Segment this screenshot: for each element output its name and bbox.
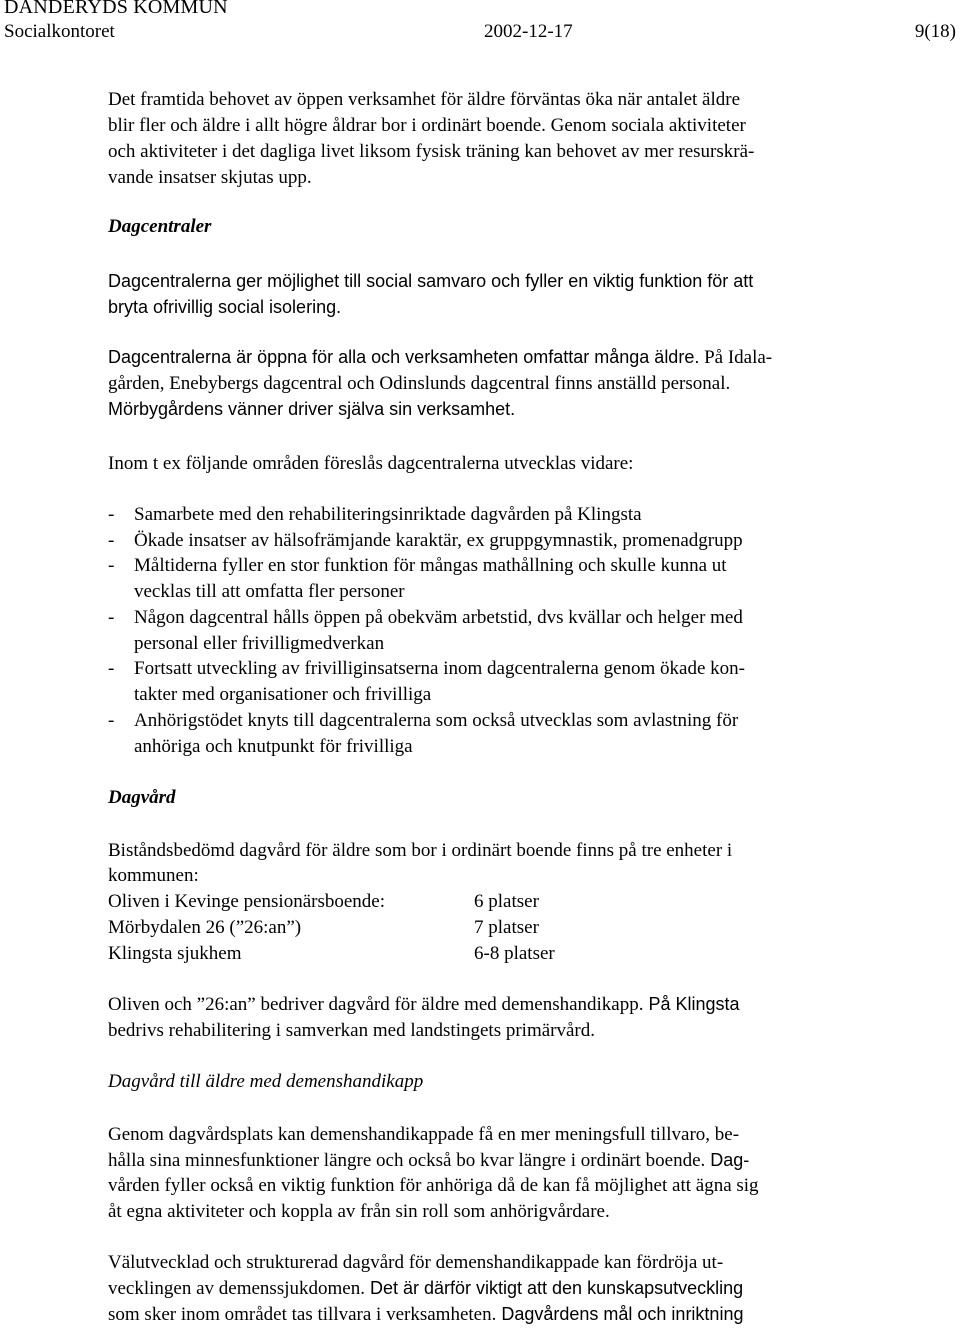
list-item-continuation: vecklas till att omfatta fler personer — [134, 581, 405, 602]
text-run: Dag- — [705, 1150, 750, 1170]
unit-places: 6 platser — [474, 891, 539, 912]
list-dash: - — [108, 530, 115, 551]
page-number: 9(18) — [914, 21, 956, 42]
text-line: Mörbygårdens vänner driver själva sin verksamhet. — [108, 399, 516, 419]
text-run: som sker inom området tas tillvara i verksamheten. — [108, 1304, 497, 1325]
unit-name: Mörbydalen 26 (”26:an”) — [108, 917, 302, 938]
text-run: Det är därför viktigt att den kunskapsutveckling — [364, 1278, 744, 1298]
text-line: vården fyller också en viktig funktion för anhöriga då de kan få möjlighet att ägna sig — [108, 1175, 759, 1196]
list-dash: - — [108, 658, 115, 679]
text-line: Genom dagvårdsplats kan demenshandikappade få en mer meningsfull tillvaro, be- — [108, 1124, 740, 1145]
text-line — [108, 1278, 743, 1300]
text-run: Dagvårdens mål och inriktning — [496, 1304, 744, 1324]
text-line: vande insatser skjutas upp. — [108, 167, 312, 188]
unit-places: 7 platser — [474, 917, 539, 938]
text-line: Dagcentralerna ger möjlighet till social samvaro och fyller en viktig funktion för att — [108, 271, 754, 291]
unit-places: 6-8 platser — [474, 943, 555, 964]
text-line — [108, 347, 772, 369]
list-item: Fortsatt utveckling av frivilliginsatserna inom dagcentralerna genom ökade kon- — [134, 658, 745, 679]
text-line: och aktiviteter i det dagliga livet liksom fysisk träning kan behovet av mer resurskrä- — [108, 141, 755, 162]
list-item: Anhörigstödet knyts till dagcentralerna som också utvecklas som avlastning för — [134, 710, 739, 731]
text-line: Biståndsbedömd dagvård för äldre som bor i ordinärt boende finns på tre enheter i — [108, 840, 733, 861]
list-intro: Inom t ex följande områden föreslås dagcentralerna utvecklas vidare: — [108, 453, 634, 474]
text-line: åt egna aktiviteter och koppla av från sin roll som anhörigvårdare. — [108, 1201, 610, 1222]
list-dash: - — [108, 555, 115, 576]
document-date: 2002-12-17 — [484, 21, 573, 42]
section-heading-dagcentraler: Dagcentraler — [108, 216, 212, 237]
unit-name: Klingsta sjukhem — [108, 943, 242, 964]
text-line — [108, 1304, 743, 1326]
list-item-continuation: personal eller frivilligmedverkan — [134, 633, 385, 654]
text-run: hålla sina minnesfunktioner längre och också bo kvar längre i ordinärt boende. — [108, 1150, 706, 1171]
organization-name: DANDERYDS KOMMUN — [4, 0, 228, 18]
section-heading-demens: Dagvård till äldre med demenshandikapp — [108, 1071, 424, 1092]
unit-name: Oliven i Kevinge pensionärsboende: — [108, 891, 386, 912]
list-dash: - — [108, 607, 115, 628]
department-name: Socialkontoret — [4, 21, 115, 42]
text-line: gården, Enebybergs dagcentral och Odinslunds dagcentral finns anställd personal. — [108, 373, 731, 394]
list-item-continuation: takter med organisationer och frivilliga — [134, 684, 432, 705]
text-line: blir fler och äldre i allt högre åldrar bor i ordinärt boende. Genom sociala aktiviteter — [108, 115, 746, 136]
list-dash: - — [108, 710, 115, 731]
list-item: Måltiderna fyller en stor funktion för mångas mathållning och skulle kunna ut — [134, 555, 727, 576]
list-item: Ökade insatser av hälsofrämjande karaktär, ex gruppgymnastik, promenadgrupp — [134, 530, 743, 551]
section-heading-dagvard: Dagvård — [108, 787, 176, 808]
text-line — [108, 994, 740, 1016]
text-run: Dagcentralerna är öppna för alla och verksamheten omfattar många äldre. — [108, 347, 700, 367]
text-line: Det framtida behovet av öppen verksamhet för äldre förväntas öka när antalet äldre — [108, 89, 741, 110]
text-line: bryta ofrivillig social isolering. — [108, 297, 342, 317]
list-dash: - — [108, 504, 115, 525]
list-item: Någon dagcentral hålls öppen på obekväm arbetstid, dvs kvällar och helger med — [134, 607, 743, 628]
list-item: Samarbete med den rehabiliteringsinriktade dagvården på Klingsta — [134, 504, 642, 525]
text-line: Välutvecklad och strukturerad dagvård för demenshandikappade kan fördröja ut- — [108, 1252, 724, 1273]
text-run: På Klingsta — [643, 994, 740, 1014]
text-line — [108, 1150, 749, 1172]
text-line: bedrivs rehabilitering i samverkan med landstingets primärvård. — [108, 1020, 595, 1041]
text-run: vecklingen av demenssjukdomen. — [108, 1278, 365, 1299]
text-run: På Idala- — [699, 347, 773, 368]
text-line: kommunen: — [108, 865, 199, 886]
text-run: Oliven och ”26:an” bedriver dagvård för äldre med demenshandikapp. — [108, 994, 644, 1015]
list-item-continuation: anhöriga och knutpunkt för frivilliga — [134, 736, 413, 757]
